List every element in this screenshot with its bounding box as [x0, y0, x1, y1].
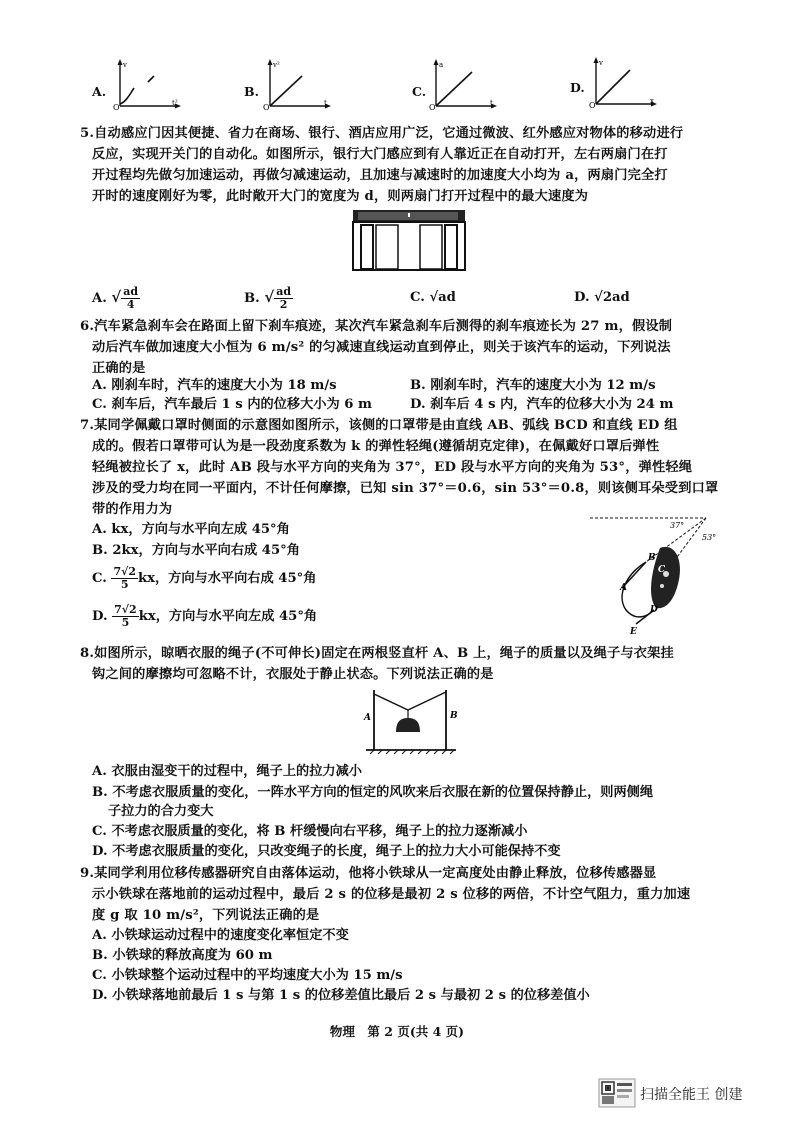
q8-option-a: A. 衣服由湿变干的过程中，绳子上的拉力减小 [92, 764, 362, 779]
graph-option-c-label: C. [412, 84, 427, 99]
q7-line-4: 涉及的受力均在同一平面内，不计任何摩擦，已知 sin 37°＝0.6，sin 53°＝0.8，则该侧耳朵受到口罩 [92, 481, 719, 496]
graph-a-origin: O [113, 103, 120, 110]
q7-label-e: E [630, 627, 637, 637]
q7-line-1: 7.某同学佩戴口罩时侧面的示意图如图所示，该侧的口罩带是由直线 AB、弧线 BCD 和直线 ED 组 [80, 418, 678, 433]
graph-option-b-label: B. [244, 84, 259, 99]
q9-option-a: A. 小铁球运动过程中的速度变化率恒定不变 [92, 928, 349, 943]
graph-a-xaxis: t² [172, 99, 178, 107]
q7-label-b: B [648, 553, 656, 563]
q7-angle-53: 53° [702, 533, 717, 542]
graph-option-a-label: A. [92, 84, 107, 99]
graph-option-d-label: D. [570, 80, 585, 95]
q8-option-b: B. 不考虑衣服质量的变化，一阵水平方向的恒定的风吹来后衣服在新的位置保持静止，则两侧绳 [92, 785, 654, 800]
q9-line-3: 度 g 取 10 m/s²，下列说法正确的是 [92, 908, 320, 923]
q6-line-2: 动后汽车做加速度大小恒为 6 m/s² 的匀减速直线运动直到停止，则关于该汽车的运动，下列说法 [92, 340, 671, 355]
graph-a-yaxis: v [123, 61, 127, 69]
q5-option-a: A. √ $\frac{ad}{4}$ [92, 285, 139, 311]
q5-option-d: D. √2ad [574, 290, 630, 305]
q7-option-c: C. $\frac{7√2}{5}$ kx，方向与水平向右成 45°角 [92, 565, 317, 591]
q6-line-1: 6.汽车紧急刹车会在路面上留下刹车痕迹，某次汽车紧急刹车后测得的刹车痕迹长为 27 m，假设制 [80, 319, 673, 334]
graph-option-d [588, 56, 662, 108]
q9-line-1: 9.某同学利用位移传感器研究自由落体运动，他将小铁球从一定高度处由静止释放，位移传感器显 [80, 866, 657, 881]
q8-option-c: C. 不考虑衣服质量的变化，将 B 杆缓慢向右平移，绳子上的拉力逐渐减小 [92, 824, 528, 839]
graph-d-yaxis: v [599, 59, 603, 67]
q7-line-3: 轻绳被拉长了 x，此时 AB 段与水平方向的夹角为 37°，ED 段与水平方向的夹角为 53°，弹性轻绳 [92, 460, 693, 475]
graph-c-origin: O [429, 103, 436, 110]
q9-option-d: D. 小铁球落地前最后 1 s 与第 1 s 的位移差值比最后 2 s 与最初 2 s 的位移差值小 [92, 988, 590, 1003]
q8-option-d: D. 不考虑衣服质量的变化，只改变绳子的长度，绳子上的拉力大小可能保持不变 [92, 844, 561, 859]
q5-line-4: 开时的速度刚好为零，此时敞开大门的宽度为 d，则两扇门打开过程中的最大速度为 [92, 189, 589, 204]
q7-label-c: C [658, 565, 666, 575]
q7-mask-figure [586, 512, 726, 638]
graph-option-a [112, 58, 186, 110]
q7-line-5: 带的作用力为 [92, 502, 173, 517]
q7-option-a: A. kx，方向与水平向左成 45°角 [92, 522, 290, 537]
q7-angle-37: 37° [670, 521, 685, 530]
q7-option-d: D. $\frac{7√2}{5}$ kx，方向与水平向左成 45°角 [92, 603, 318, 629]
graph-b-origin: O [263, 103, 270, 110]
graph-option-b [262, 58, 336, 110]
q5-line-3: 开过程均先做匀加速运动，再做匀减速运动，且加速与减速时的加速度大小均为 a，两扇门完全打 [92, 168, 668, 183]
page-footer: 物理 第 2 页(共 4 页) [329, 1024, 465, 1039]
q8-option-b-cont: 子拉力的合力变大 [108, 804, 214, 819]
q7-line-2: 成的。假若口罩带可认为是一段劲度系数为 k 的弹性轻绳(遵循胡克定律)，在佩戴好口罩后弹性 [92, 439, 660, 454]
q7-option-b: B. 2kx，方向与水平向右成 45°角 [92, 543, 300, 558]
graph-d-xaxis: x [650, 97, 654, 105]
graph-c-xaxis: t [490, 99, 493, 107]
q6-option-d: D. 刹车后 4 s 内，汽车的位移大小为 24 m [410, 397, 674, 412]
q5-option-c: C. √ad [410, 290, 456, 305]
q8-line-2: 钩之间的摩擦均可忽略不计，衣服处于静止状态。下列说法正确的是 [92, 667, 494, 682]
camscanner-logo-icon [598, 1078, 636, 1108]
q8-line-1: 8.如图所示，晾晒衣服的绳子(不可伸长)固定在两根竖直杆 A、B 上，绳子的质量以及绳子与衣架挂 [80, 646, 674, 661]
watermark-text: 扫描全能王 创建 [640, 1087, 743, 1103]
q8-label-a: A [364, 713, 371, 723]
q6-option-c: C. 刹车后，汽车最后 1 s 内的位移大小为 6 m [92, 397, 372, 412]
q8-clothesline-figure [360, 686, 464, 756]
q9-option-c: C. 小铁球整个运动过程中的平均速度大小为 15 m/s [92, 968, 403, 983]
q5-line-1: 5.自动感应门因其便捷、省力在商场、银行、酒店应用广泛，它通过微波、红外感应对物体的移动进行 [80, 126, 684, 141]
q6-option-a: A. 刚刹车时，汽车的速度大小为 18 m/s [92, 378, 337, 393]
graph-c-yaxis: a [439, 61, 444, 69]
graph-option-c [428, 58, 502, 110]
q7-label-d: D [650, 605, 658, 615]
graph-b-xaxis: t [324, 99, 327, 107]
q6-option-b: B. 刚刹车时，汽车的速度大小为 12 m/s [410, 378, 656, 393]
q8-label-b: B [450, 711, 458, 721]
q5-option-b: B. √ $\frac{ad}{2}$ [244, 285, 292, 311]
graph-d-origin: O [589, 101, 596, 108]
q7-label-a: A [620, 583, 627, 593]
graph-b-yaxis: v² [273, 61, 280, 69]
q9-line-2: 示小铁球在落地前的运动过程中，最后 2 s 的位移是最初 2 s 位移的两倍，不计空气阻力，重力加速 [92, 887, 691, 902]
q5-door-figure [352, 209, 466, 271]
q9-option-b: B. 小铁球的释放高度为 60 m [92, 948, 273, 963]
scanner-watermark [598, 1078, 778, 1110]
q6-line-3: 正确的是 [92, 361, 146, 376]
q5-line-2: 反应，实现开关门的自动化。如图所示，银行大门感应到有人靠近正在自动打开，左右两扇门在打 [92, 147, 668, 162]
